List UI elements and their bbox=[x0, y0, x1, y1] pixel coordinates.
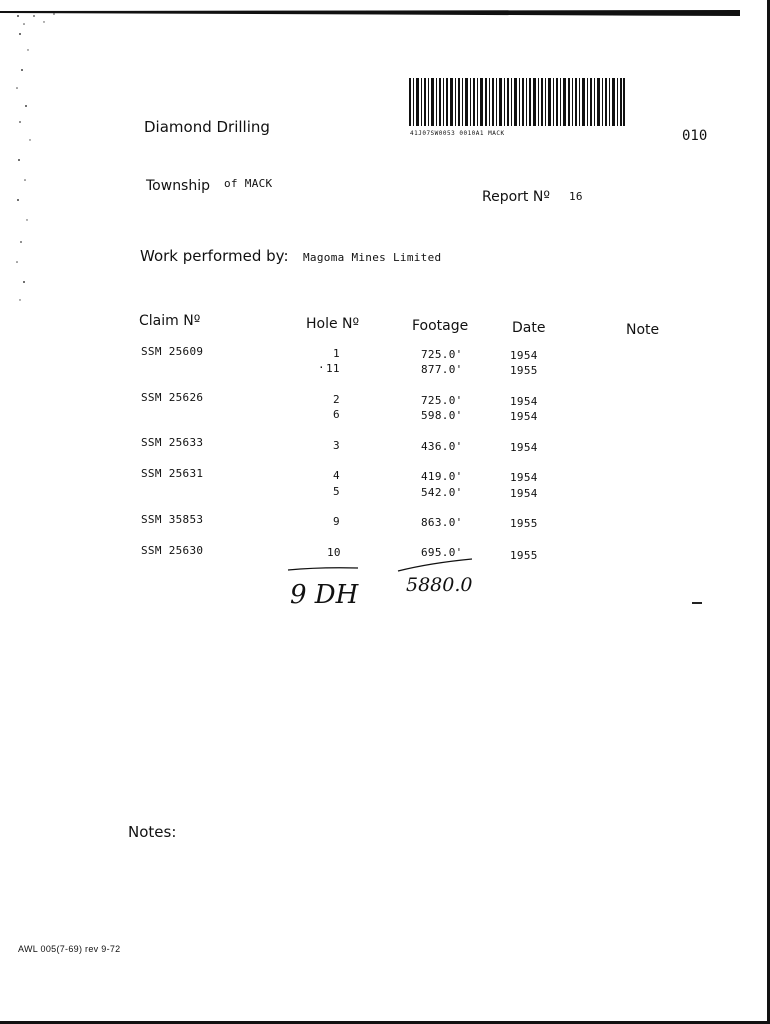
footage-cell: 877.0' bbox=[421, 363, 463, 376]
date-cell: 1954 bbox=[510, 487, 538, 500]
hole-cell: 11 bbox=[326, 362, 340, 375]
barcode-text: 41J07SW0053 0010A1 MACK bbox=[410, 130, 505, 137]
hole-cell: 9 bbox=[333, 515, 340, 528]
notes-label: Notes: bbox=[128, 823, 177, 841]
date-cell: 1955 bbox=[510, 364, 538, 377]
claim-cell: SSM 25626 bbox=[141, 391, 204, 404]
claim-cell: SSM 35853 bbox=[141, 513, 204, 526]
claim-cell: SSM 25631 bbox=[141, 467, 204, 480]
hole-cell: 1 bbox=[333, 347, 340, 360]
footage-cell: 436.0' bbox=[421, 440, 463, 453]
date-cell: 1954 bbox=[510, 471, 538, 484]
claim-cell: SSM 25609 bbox=[141, 345, 204, 358]
column-header-footage: Footage bbox=[412, 318, 469, 334]
hole-cell: 2 bbox=[333, 393, 340, 406]
work-performed-label: Work performed by: bbox=[140, 247, 289, 265]
date-cell: 1954 bbox=[510, 349, 538, 362]
report-number-value: 16 bbox=[569, 190, 583, 203]
claim-cell: SSM 25633 bbox=[141, 436, 204, 449]
hole-cell: 3 bbox=[333, 439, 340, 452]
township-value: of MACK bbox=[224, 177, 273, 190]
form-code-footer: AWL 005(7-69) rev 9-72 bbox=[18, 944, 121, 954]
footage-cell: 695.0' bbox=[421, 546, 463, 559]
hole-cell: 6 bbox=[333, 408, 340, 421]
handwritten-total-holes: 9 DH bbox=[290, 580, 359, 610]
stray-mark bbox=[692, 602, 702, 604]
column-header-hole: Hole Nº bbox=[306, 316, 360, 332]
township-label: Township bbox=[146, 178, 211, 194]
claim-cell: SSM 25630 bbox=[141, 544, 204, 557]
barcode-image bbox=[409, 78, 625, 128]
column-header-note: Note bbox=[626, 322, 660, 338]
footage-cell: 863.0' bbox=[421, 516, 463, 529]
footage-cell: 419.0' bbox=[421, 470, 463, 483]
footage-cell: 725.0' bbox=[421, 348, 463, 361]
footage-cell: 598.0' bbox=[421, 409, 463, 422]
date-cell: 1954 bbox=[510, 395, 538, 408]
hole-cell: 4 bbox=[333, 469, 340, 482]
page-code: 010 bbox=[682, 128, 708, 144]
handwritten-total-footage: 5880.0 bbox=[406, 574, 473, 596]
form-title: Diamond Drilling bbox=[144, 118, 270, 136]
footage-cell: 542.0' bbox=[421, 486, 463, 499]
tick-mark: · bbox=[318, 361, 325, 374]
column-header-date: Date bbox=[512, 320, 546, 336]
column-header-claim: Claim Nº bbox=[139, 313, 201, 329]
hole-cell: 10 bbox=[327, 546, 341, 559]
work-performed-value: Magoma Mines Limited bbox=[303, 251, 442, 264]
date-cell: 1955 bbox=[510, 549, 538, 562]
date-cell: 1954 bbox=[510, 410, 538, 423]
date-cell: 1955 bbox=[510, 517, 538, 530]
top-border-line bbox=[0, 8, 740, 16]
scan-speckle-noise bbox=[14, 10, 64, 310]
footage-cell: 725.0' bbox=[421, 394, 463, 407]
report-number-label: Report Nº bbox=[482, 189, 550, 205]
hole-cell: 5 bbox=[333, 485, 340, 498]
date-cell: 1954 bbox=[510, 441, 538, 454]
